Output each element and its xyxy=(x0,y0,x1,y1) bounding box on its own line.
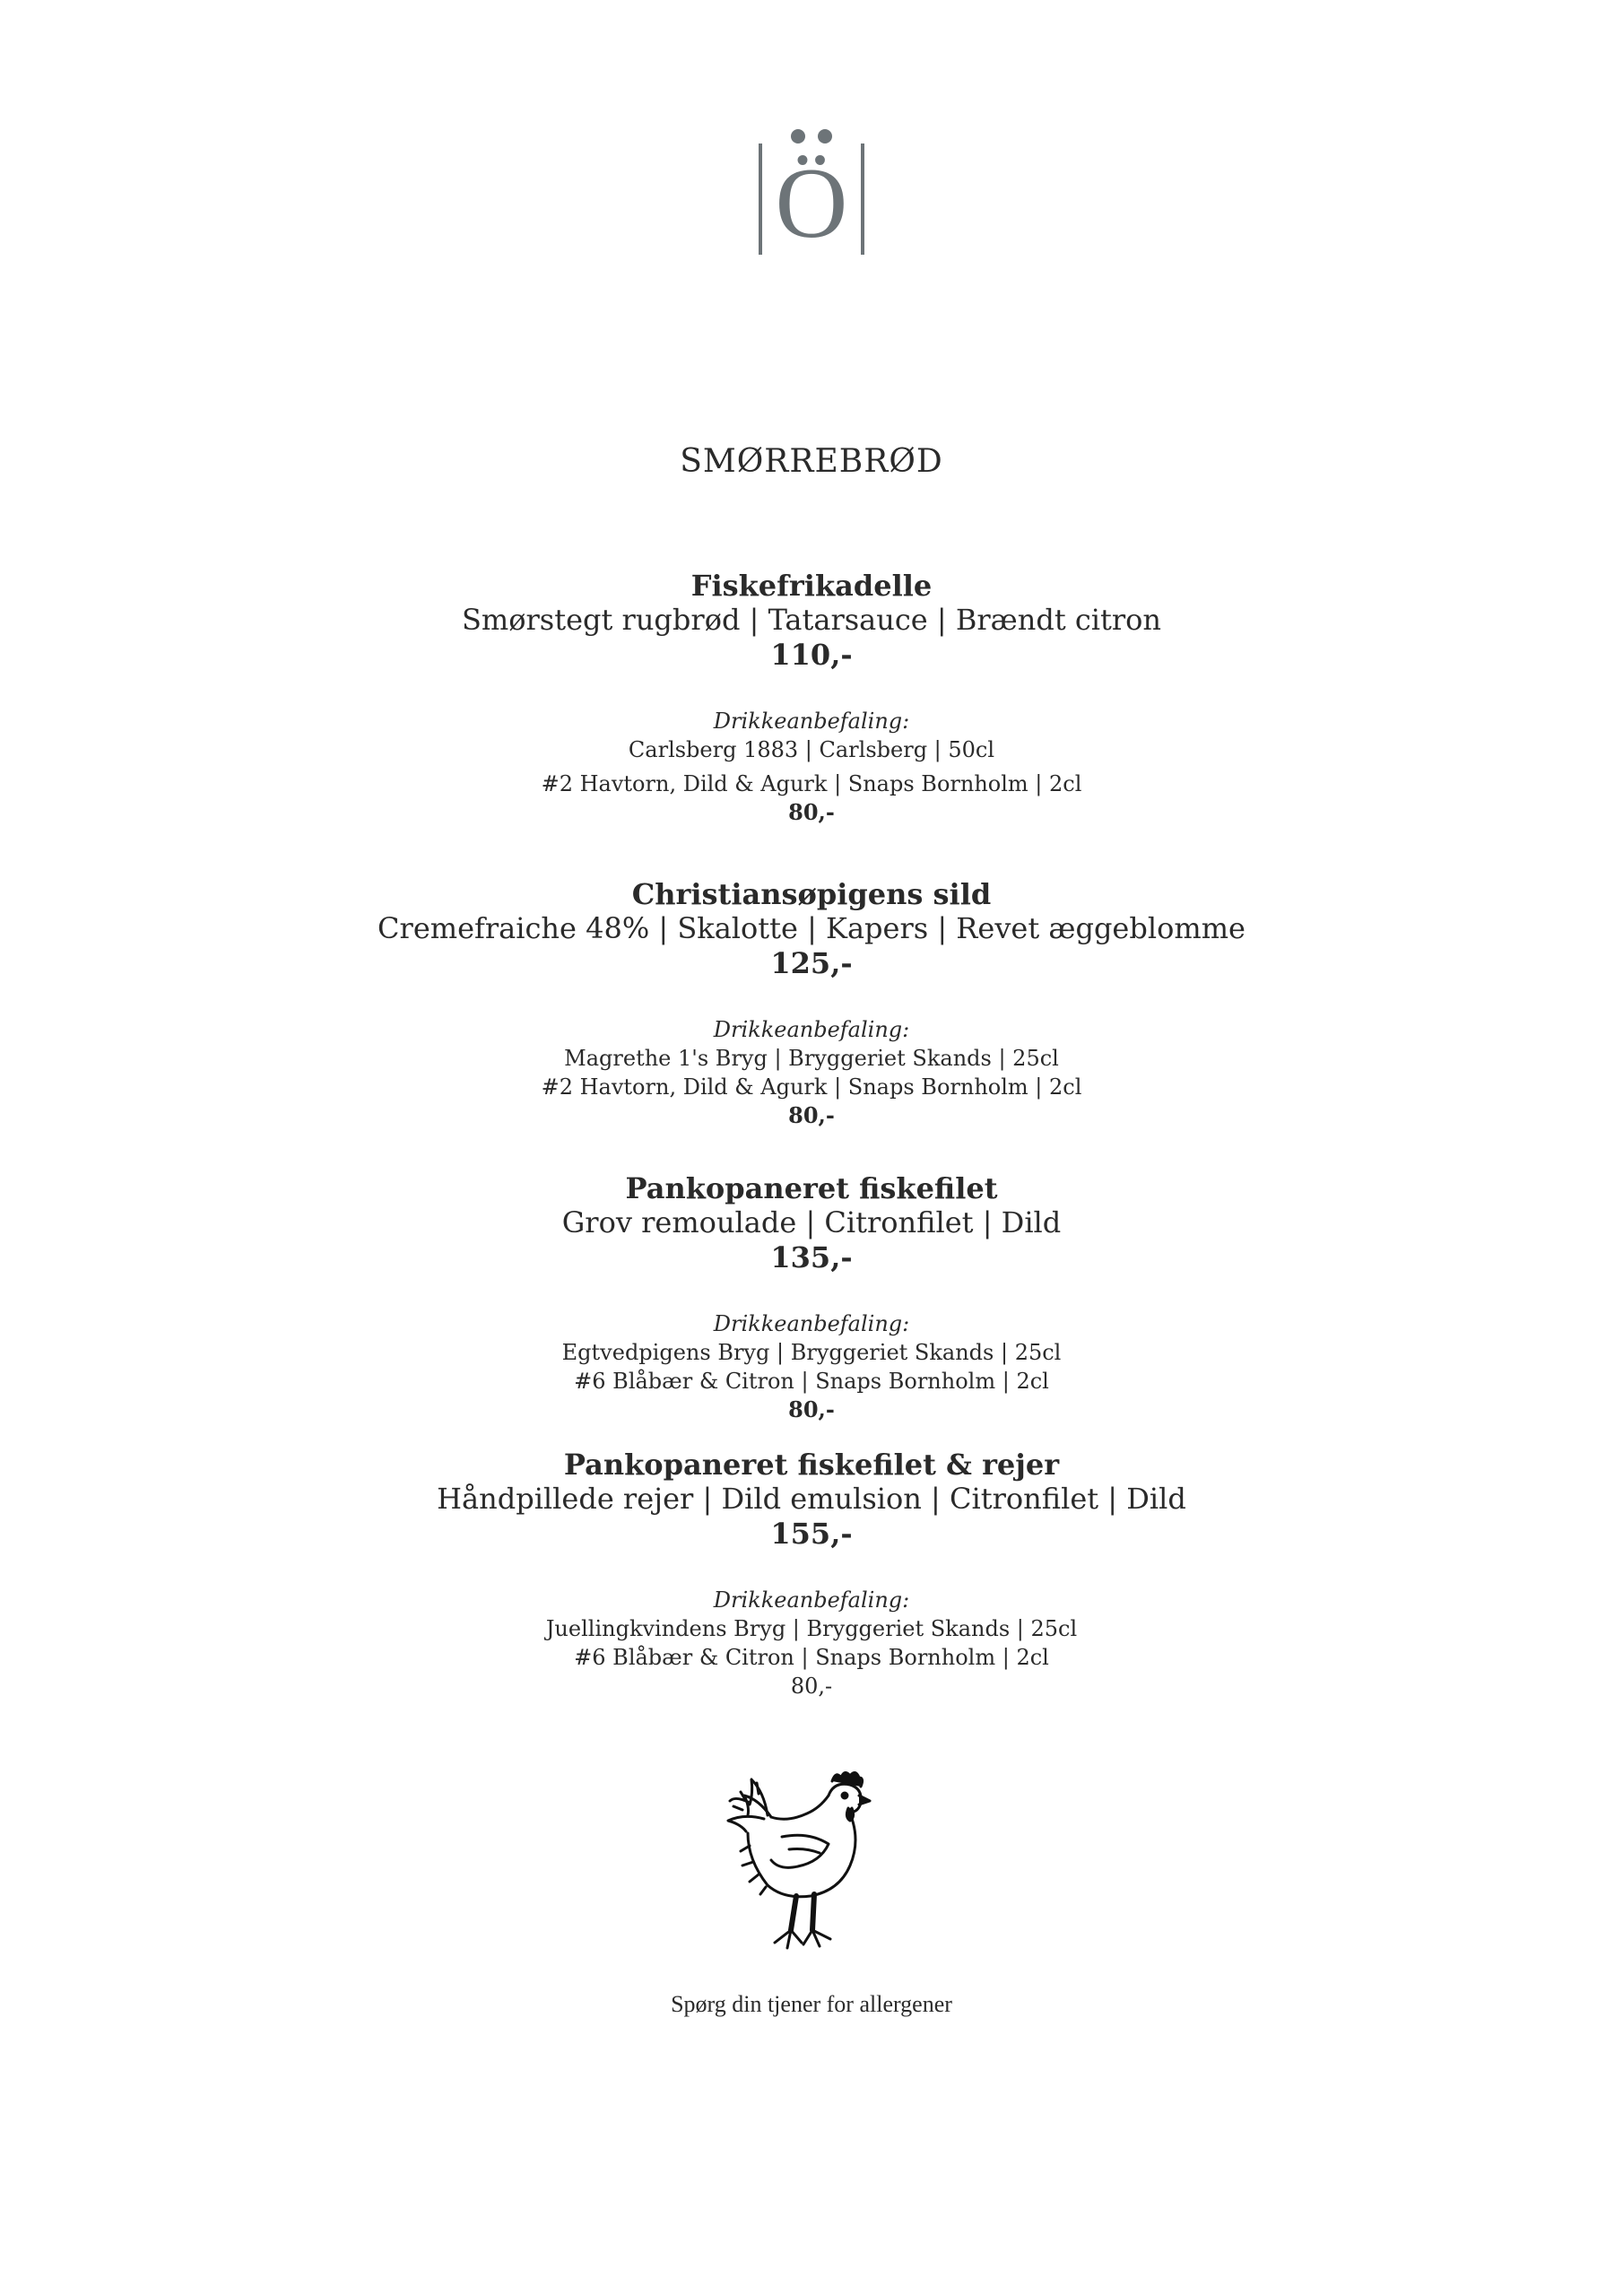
menu-heading: SMØRREBRØD xyxy=(680,443,943,480)
dish-1 xyxy=(0,569,1623,827)
drink-price: 80,- xyxy=(788,799,835,825)
dish-name: Pankopaneret fiskefilet xyxy=(625,1171,998,1205)
drink-line: #6 Blåbær & Citron | Snaps Bornholm | 2cl xyxy=(574,1645,1049,1670)
dish-4 xyxy=(0,1448,1623,1700)
logo-letter: Ö xyxy=(775,148,848,259)
dish-description: Cremefraiche 48% | Skalotte | Kapers | Revet æggeblomme xyxy=(378,911,1245,945)
dish-description: Håndpillede rejer | Dild emulsion | Citronfilet | Dild xyxy=(437,1482,1186,1516)
drink-price: 80,- xyxy=(788,1102,835,1128)
dish-description: Smørstegt rugbrød | Tatarsauce | Brændt citron xyxy=(461,603,1162,637)
drink-recommendation-label: Drikkeanbefaling: xyxy=(713,709,910,734)
dish-name: Pankopaneret fiskefilet & rejer xyxy=(563,1448,1060,1482)
drink-line: Magrethe 1's Bryg | Bryggeriet Skands | 25cl xyxy=(564,1046,1059,1071)
drink-price: 80,- xyxy=(788,1396,835,1422)
restaurant-logo xyxy=(753,126,870,269)
dish-price: 110,- xyxy=(770,638,853,672)
drink-line: #6 Blåbær & Citron | Snaps Bornholm | 2cl xyxy=(574,1369,1049,1394)
drink-line: #2 Havtorn, Dild & Agurk | Snaps Bornholm | 2cl xyxy=(541,771,1082,796)
dish-price: 155,- xyxy=(770,1517,853,1551)
allergen-note: Spørg din tjener for allergener xyxy=(671,1991,952,2017)
drink-line: Egtvedpigens Bryg | Bryggeriet Skands | 25cl xyxy=(561,1340,1062,1365)
dish-name: Christiansøpigens sild xyxy=(631,877,992,911)
drink-line: #2 Havtorn, Dild & Agurk | Snaps Bornholm | 2cl xyxy=(541,1074,1082,1100)
drink-recommendation-label: Drikkeanbefaling: xyxy=(713,1587,910,1613)
dish-2 xyxy=(0,877,1623,1130)
dish-description: Grov remoulade | Citronfilet | Dild xyxy=(561,1205,1062,1239)
drink-price: 80,- xyxy=(790,1674,833,1699)
dish-price: 125,- xyxy=(770,946,853,980)
drink-recommendation-label: Drikkeanbefaling: xyxy=(713,1311,910,1336)
drink-line: Juellingkvindens Bryg | Bryggeriet Skands | 25cl xyxy=(545,1616,1078,1641)
hen-illustration xyxy=(714,1756,884,1962)
drink-recommendation-label: Drikkeanbefaling: xyxy=(713,1017,910,1042)
drink-line: Carlsberg 1883 | Carlsberg | 50cl xyxy=(628,737,995,762)
dish-price: 135,- xyxy=(770,1240,853,1274)
dish-3 xyxy=(0,1171,1623,1424)
dish-name: Fiskefrikadelle xyxy=(690,569,933,603)
